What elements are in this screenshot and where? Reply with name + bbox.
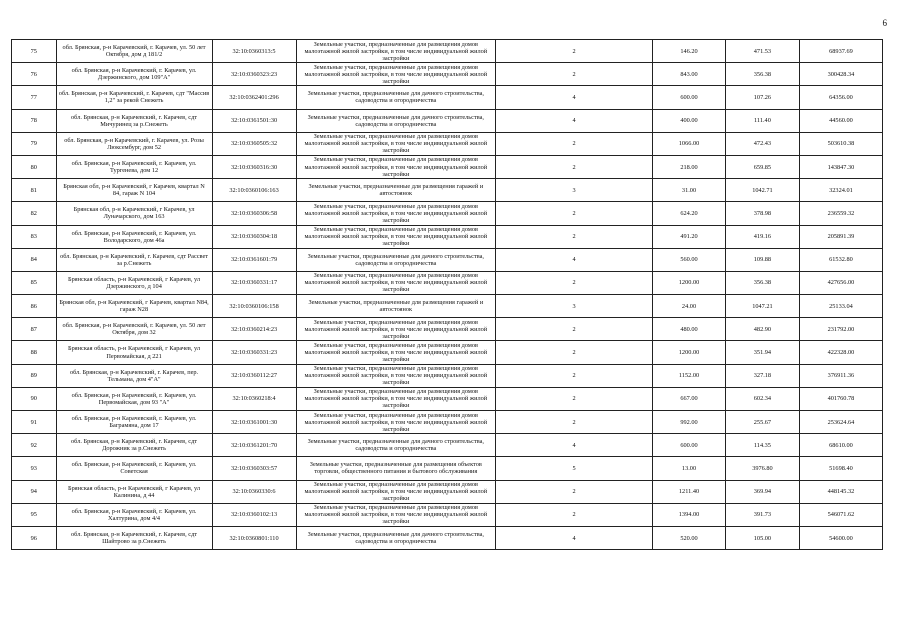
address-cell: обл. Брянская, р-н Карачевский, г. Карачев, ул. Тургенева, дом 12 [56,155,212,178]
row-number-cell: 82 [12,202,57,225]
area-cell: 491.20 [653,225,726,248]
row-number-cell: 83 [12,225,57,248]
table-row [12,202,883,225]
cadastral-number-cell: 32:10:0360304:18 [212,225,296,248]
row-number-cell: 93 [12,457,57,480]
row-number-cell: 92 [12,434,57,457]
cadastral-value-cell: 64356.00 [799,86,882,109]
cadastral-value-cell: 231792.00 [799,318,882,341]
permitted-use-cell: Земельные участки, предназначенные для размещения домов малоэтажной жилой застройки, в том числе индивидуальной жилой застройки [296,480,496,503]
address-cell: обл. Брянская, р-н Карачевский, г. Карачев, пер. Тельмана, дом 4"А" [56,364,212,387]
cadastral-number-cell: 32:10:0360331:23 [212,341,296,364]
permitted-use-cell: Земельные участки, предназначенные для размещения домов малоэтажной жилой застройки, в том числе индивидуальной жилой застройки [296,202,496,225]
specific-value-cell: 356.38 [725,271,799,294]
cadastral-number-cell: 32:10:0360316:30 [212,155,296,178]
specific-value-cell: 482.90 [725,318,799,341]
specific-value-cell: 105.00 [725,526,799,549]
area-cell: 24.00 [653,295,726,318]
area-cell: 843.00 [653,63,726,86]
cadastral-number-cell: 32:10:0360306:58 [212,202,296,225]
cadastral-value-cell: 253624.64 [799,411,882,434]
area-cell: 600.00 [653,434,726,457]
address-cell: обл. Брянская, р-н Карачевский, г. Карачев, ул. Дзержинского, дом 109"А" [56,63,212,86]
cadastral-number-cell: 32:10:0360323:23 [212,63,296,86]
specific-value-cell: 391.73 [725,503,799,526]
cadastral-number-cell: 32:10:0360214:23 [212,318,296,341]
address-cell: Брянская область, р-н Карачевский, г Карачев, ул Первомайская, д 221 [56,341,212,364]
table-row [12,132,883,155]
specific-value-cell: 255.67 [725,411,799,434]
table-row [12,86,883,109]
specific-value-cell: 356.38 [725,63,799,86]
area-cell: 218.00 [653,155,726,178]
permitted-use-cell: Земельные участки, предназначенные для размещения домов малоэтажной жилой застройки, в том числе индивидуальной жилой застройки [296,155,496,178]
group-cell: 2 [496,225,653,248]
cadastral-number-cell: 32:10:0360106:163 [212,179,296,202]
row-number-cell: 91 [12,411,57,434]
specific-value-cell: 471.53 [725,40,799,63]
cadastral-value-cell: 236559.32 [799,202,882,225]
cadastral-number-cell: 32:10:0360112:27 [212,364,296,387]
cadastral-value-cell: 68610.00 [799,434,882,457]
row-number-cell: 84 [12,248,57,271]
group-cell: 2 [496,364,653,387]
permitted-use-cell: Земельные участки, предназначенные для размещения домов малоэтажной жилой застройки, в том числе индивидуальной жилой застройки [296,63,496,86]
address-cell: обл. Брянская, р-н Карачевский, г. Карачев, сдт Мичуринец за р.Снежеть [56,109,212,132]
table-row [12,271,883,294]
table-row [12,364,883,387]
area-cell: 1211.40 [653,480,726,503]
table-row [12,526,883,549]
table-row [12,457,883,480]
cadastral-value-cell: 422328.00 [799,341,882,364]
table-row [12,503,883,526]
cadastral-value-cell: 427656.00 [799,271,882,294]
cadastral-number-cell: 32:10:0360801:110 [212,526,296,549]
cadastral-value-cell: 54600.00 [799,526,882,549]
address-cell: обл. Брянская, р-н Карачевский, г. Карачев, сдт Дорожник за р.Снежеть [56,434,212,457]
table-row [12,480,883,503]
area-cell: 667.00 [653,387,726,410]
cadastral-value-cell: 32324.01 [799,179,882,202]
permitted-use-cell: Земельные участки, предназначенные для дачного строительства, садоводства и огородничества [296,86,496,109]
cadastral-value-cell: 51698.40 [799,457,882,480]
area-cell: 560.00 [653,248,726,271]
address-cell: Брянская область, р-н Карачевский, г Карачев, ул Дзержинского, д 104 [56,271,212,294]
row-number-cell: 75 [12,40,57,63]
permitted-use-cell: Земельные участки, предназначенные для размещения домов малоэтажной жилой застройки, в том числе индивидуальной жилой застройки [296,318,496,341]
row-number-cell: 79 [12,132,57,155]
address-cell: Брянская обл, р-н Карачевский, г Карачев, квартал N84, гараж N28 [56,295,212,318]
area-cell: 1200.00 [653,341,726,364]
group-cell: 2 [496,411,653,434]
cadastral-number-cell: 32:10:0361201:70 [212,434,296,457]
area-cell: 31.00 [653,179,726,202]
row-number-cell: 94 [12,480,57,503]
address-cell: обл. Брянская, р-н Карачевский, г. Карачев, ул. 50 лет Октября, дом 32 [56,318,212,341]
row-number-cell: 80 [12,155,57,178]
permitted-use-cell: Земельные участки, предназначенные для размещения домов малоэтажной жилой застройки, в том числе индивидуальной жилой застройки [296,387,496,410]
specific-value-cell: 3976.80 [725,457,799,480]
area-cell: 1200.00 [653,271,726,294]
row-number-cell: 77 [12,86,57,109]
row-number-cell: 85 [12,271,57,294]
group-cell: 4 [496,526,653,549]
permitted-use-cell: Земельные участки, предназначенные для размещения гаражей и автостоянок [296,295,496,318]
specific-value-cell: 327.18 [725,364,799,387]
table-row [12,155,883,178]
table-row [12,295,883,318]
table-body [12,40,883,550]
row-number-cell: 81 [12,179,57,202]
table-row [12,411,883,434]
table-row [12,387,883,410]
permitted-use-cell: Земельные участки, предназначенные для дачного строительства, садоводства и огородничества [296,434,496,457]
land-plot-table [11,39,883,550]
cadastral-value-cell: 300428.34 [799,63,882,86]
cadastral-value-cell: 25133.04 [799,295,882,318]
address-cell: Брянская область, р-н Карачевский, г Карачев, ул Калинина, д 44 [56,480,212,503]
cadastral-number-cell: 32:10:0360106:158 [212,295,296,318]
specific-value-cell: 109.88 [725,248,799,271]
permitted-use-cell: Земельные участки, предназначенные для дачного строительства, садоводства и огородничества [296,248,496,271]
area-cell: 1394.00 [653,503,726,526]
cadastral-value-cell: 68937.69 [799,40,882,63]
table-row [12,179,883,202]
specific-value-cell: 107.26 [725,86,799,109]
group-cell: 4 [496,248,653,271]
address-cell: обл. Брянская, р-н Карачевский, г. Карачев, сдт Рассвет за р.Снежеть [56,248,212,271]
permitted-use-cell: Земельные участки, предназначенные для размещения объектов торговли, общественного питания и бытового обслуживания [296,457,496,480]
area-cell: 400.00 [653,109,726,132]
cadastral-number-cell: 32:10:0361601:79 [212,248,296,271]
specific-value-cell: 369.94 [725,480,799,503]
permitted-use-cell: Земельные участки, предназначенные для размещения домов малоэтажной жилой застройки, в том числе индивидуальной жилой застройки [296,341,496,364]
address-cell: обл. Брянская, р-н Карачевский, г. Карачев, сдт Шайтрово за р.Снежеть [56,526,212,549]
table-row [12,40,883,63]
row-number-cell: 76 [12,63,57,86]
table-row [12,225,883,248]
row-number-cell: 78 [12,109,57,132]
permitted-use-cell: Земельные участки, предназначенные для размещения домов малоэтажной жилой застройки, в том числе индивидуальной жилой застройки [296,503,496,526]
cadastral-number-cell: 32:10:0360331:17 [212,271,296,294]
area-cell: 992.00 [653,411,726,434]
permitted-use-cell: Земельные участки, предназначенные для дачного строительства, садоводства и огородничества [296,109,496,132]
address-cell: обл. Брянская, р-н Карачевский, г. Карачев, ул. Первомайская, дом 93 "А" [56,387,212,410]
address-cell: обл. Брянская, р-н Карачевский, г. Карачев, ул. Советская [56,457,212,480]
specific-value-cell: 1042.71 [725,179,799,202]
permitted-use-cell: Земельные участки, предназначенные для дачного строительства, садоводства и огородничества [296,526,496,549]
table-row [12,109,883,132]
table-row [12,63,883,86]
specific-value-cell: 114.35 [725,434,799,457]
cadastral-value-cell: 61532.80 [799,248,882,271]
specific-value-cell: 351.94 [725,341,799,364]
row-number-cell: 88 [12,341,57,364]
group-cell: 3 [496,179,653,202]
row-number-cell: 86 [12,295,57,318]
specific-value-cell: 111.40 [725,109,799,132]
area-cell: 520.00 [653,526,726,549]
cadastral-value-cell: 376911.36 [799,364,882,387]
address-cell: Брянская обл, р-н Карачевский, г Карачев, квартал N 84, гараж N 104 [56,179,212,202]
row-number-cell: 90 [12,387,57,410]
group-cell: 2 [496,40,653,63]
permitted-use-cell: Земельные участки, предназначенные для размещения домов малоэтажной жилой застройки, в том числе индивидуальной жилой застройки [296,364,496,387]
group-cell: 2 [496,503,653,526]
permitted-use-cell: Земельные участки, предназначенные для размещения домов малоэтажной жилой застройки, в том числе индивидуальной жилой застройки [296,225,496,248]
cadastral-number-cell: 32:10:0361501:30 [212,109,296,132]
group-cell: 4 [496,109,653,132]
specific-value-cell: 472.43 [725,132,799,155]
cadastral-value-cell: 205891.39 [799,225,882,248]
specific-value-cell: 419.16 [725,225,799,248]
area-cell: 1152.00 [653,364,726,387]
area-cell: 1066.00 [653,132,726,155]
address-cell: обл. Брянская, р-н Карачевский, г. Карачев, ул. Баграмяна, дом 17 [56,411,212,434]
cadastral-number-cell: 32:10:0362401:296 [212,86,296,109]
cadastral-number-cell: 32:10:0360313:5 [212,40,296,63]
group-cell: 2 [496,480,653,503]
group-cell: 2 [496,155,653,178]
area-cell: 146.20 [653,40,726,63]
group-cell: 5 [496,457,653,480]
row-number-cell: 87 [12,318,57,341]
address-cell: обл. Брянская, р-н Карачевский, г. Карачев, сдт "Массив 1,2" за рекой Снежеть [56,86,212,109]
table-row [12,248,883,271]
cadastral-value-cell: 546071.62 [799,503,882,526]
cadastral-number-cell: 32:10:0361001:30 [212,411,296,434]
permitted-use-cell: Земельные участки, предназначенные для размещения домов малоэтажной жилой застройки, в том числе индивидуальной жилой застройки [296,40,496,63]
permitted-use-cell: Земельные участки, предназначенные для размещения домов малоэтажной жилой застройки, в том числе индивидуальной жилой застройки [296,132,496,155]
group-cell: 2 [496,202,653,225]
permitted-use-cell: Земельные участки, предназначенные для размещения гаражей и автостоянок [296,179,496,202]
group-cell: 2 [496,271,653,294]
area-cell: 624.20 [653,202,726,225]
row-number-cell: 96 [12,526,57,549]
address-cell: обл. Брянская, р-н Карачевский, г. Карачев, ул. Розы Люксембург, дом 52 [56,132,212,155]
area-cell: 13.00 [653,457,726,480]
address-cell: Брянская обл, р-н Карачевский, г Карачев, ул Луначарского, дом 163 [56,202,212,225]
table-row [12,318,883,341]
area-cell: 480.00 [653,318,726,341]
page-number: 6 [882,18,887,28]
cadastral-number-cell: 32:10:0360505:32 [212,132,296,155]
group-cell: 3 [496,295,653,318]
specific-value-cell: 659.85 [725,155,799,178]
group-cell: 4 [496,434,653,457]
cadastral-number-cell: 32:10:0360303:57 [212,457,296,480]
address-cell: обл. Брянская, р-н Карачевский, г. Карачев, ул. Халтурина, дом 4/4 [56,503,212,526]
row-number-cell: 95 [12,503,57,526]
group-cell: 2 [496,387,653,410]
row-number-cell: 89 [12,364,57,387]
address-cell: обл. Брянская, р-н Карачевский, г. Карачев, ул. Володарского, дом 46а [56,225,212,248]
cadastral-value-cell: 44560.00 [799,109,882,132]
cadastral-value-cell: 401760.78 [799,387,882,410]
permitted-use-cell: Земельные участки, предназначенные для размещения домов малоэтажной жилой застройки, в том числе индивидуальной жилой застройки [296,411,496,434]
group-cell: 2 [496,318,653,341]
specific-value-cell: 602.34 [725,387,799,410]
cadastral-value-cell: 503610.38 [799,132,882,155]
group-cell: 2 [496,341,653,364]
cadastral-value-cell: 448145.32 [799,480,882,503]
table-row [12,434,883,457]
group-cell: 2 [496,63,653,86]
cadastral-value-cell: 143847.30 [799,155,882,178]
permitted-use-cell: Земельные участки, предназначенные для размещения домов малоэтажной жилой застройки, в том числе индивидуальной жилой застройки [296,271,496,294]
cadastral-number-cell: 32:10:0360218:4 [212,387,296,410]
address-cell: обл. Брянская, р-н Карачевский, г. Карачев, ул. 50 лет Октября, дом д 181/2 [56,40,212,63]
table-row [12,341,883,364]
group-cell: 2 [496,132,653,155]
specific-value-cell: 1047.21 [725,295,799,318]
specific-value-cell: 378.98 [725,202,799,225]
group-cell: 4 [496,86,653,109]
cadastral-number-cell: 32:10:0360102:13 [212,503,296,526]
area-cell: 600.00 [653,86,726,109]
cadastral-number-cell: 32:10:0360330:6 [212,480,296,503]
